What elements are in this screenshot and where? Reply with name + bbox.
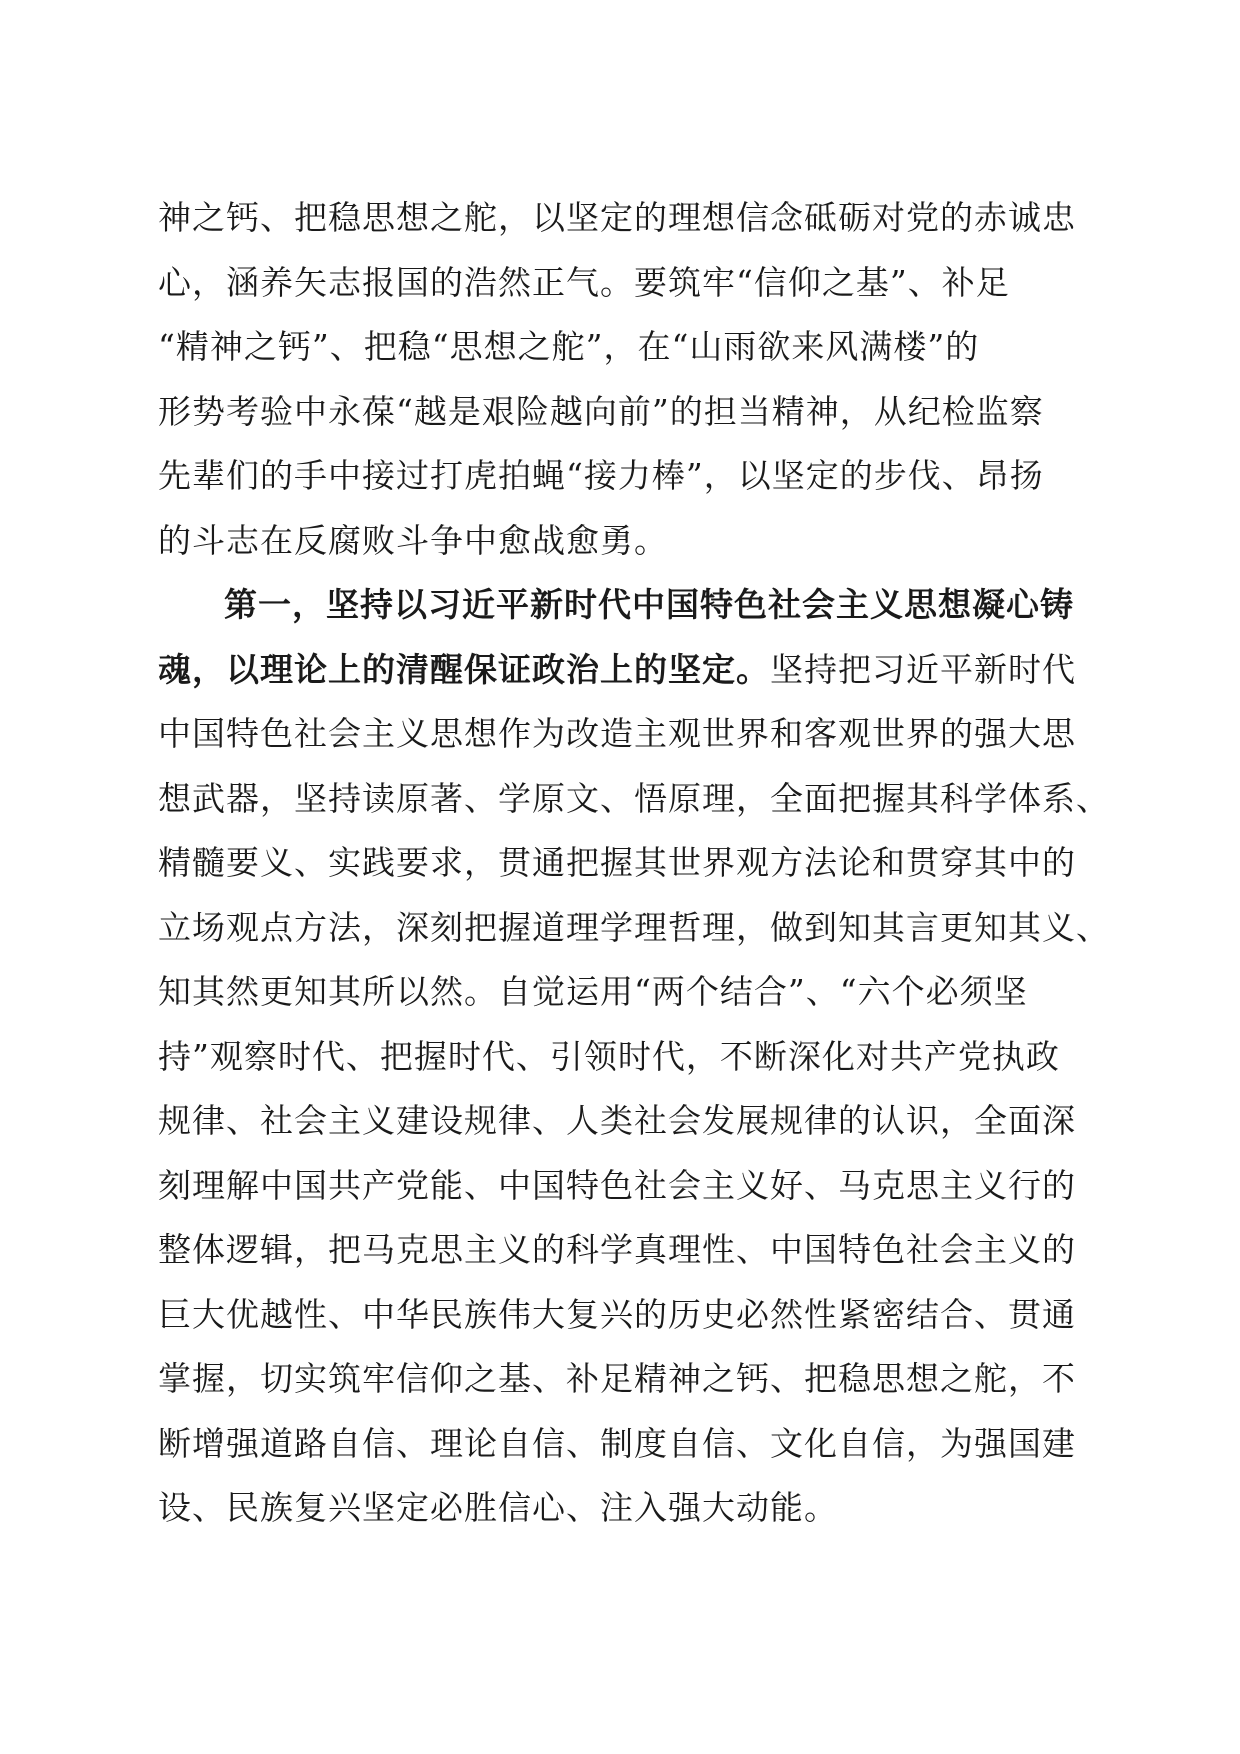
text-line: 持”观察时代、把握时代、引领时代，不断深化对共产党执政 — [158, 1036, 1060, 1076]
text-line: 刻理解中国共产党能、中国特色社会主义好、马克思主义行的 — [158, 1165, 1076, 1205]
text-line: 断增强道路自信、理论自信、制度自信、文化自信，为强国建 — [158, 1423, 1076, 1463]
text-line: 巨大优越性、中华民族伟大复兴的历史必然性紧密结合、贯通 — [158, 1294, 1076, 1334]
text-line: 立场观点方法，深刻把握道理学理哲理，做到知其言更知其义、 — [158, 907, 1110, 947]
text-line-rest: 坚持把习近平新时代 — [770, 649, 1076, 689]
text-line: 知其然更知其所以然。自觉运用“两个结合”、“六个必须坚 — [158, 972, 1028, 1011]
paragraph-1 — [158, 186, 1080, 573]
section-heading-line-1: 第一，坚持以习近平新时代中国特色社会主义思想凝心铸 — [224, 585, 1074, 624]
text-line: 神之钙、把稳思想之舵，以坚定的理想信念砥砺对党的赤诚忠 — [158, 198, 1076, 237]
text-line: 形势考验中永葆“越是艰险越向前”的担当精神，从纪检监察 — [158, 391, 1044, 431]
text-line — [158, 638, 1080, 703]
text-line: 想武器，坚持读原著、学原文、悟原理，全面把握其科学体系、 — [158, 778, 1110, 818]
text-line: “精神之钙”、把稳“思想之舵”，在“山雨欲来风满楼”的 — [158, 327, 980, 366]
text-line: 设、民族复兴坚定必胜信心、注入强大动能。 — [158, 1488, 838, 1527]
document-body — [158, 186, 1110, 1541]
text-line: 整体逻辑，把马克思主义的科学真理性、中国特色社会主义的 — [158, 1230, 1076, 1269]
text-line: 心，涵养矢志报国的浩然正气。要筑牢“信仰之基”、补足 — [158, 262, 1010, 302]
text-line: 规律、社会主义建设规律、人类社会发展规律的认识，全面深 — [158, 1101, 1076, 1140]
text-line: 掌握，切实筑牢信仰之基、补足精神之钙、把稳思想之舵，不 — [158, 1359, 1076, 1398]
text-line: 的斗志在反腐败斗争中愈战愈勇。 — [158, 520, 668, 560]
text-line: 精髓要义、实践要求，贯通把握其世界观方法论和贯穿其中的 — [158, 843, 1076, 882]
text-line: 先辈们的手中接过打虎拍蝇“接力棒”，以坚定的步伐、昂扬 — [158, 456, 1044, 495]
paragraph-2 — [158, 573, 1110, 1541]
text-line: 中国特色社会主义思想作为改造主观世界和客观世界的强大思 — [158, 714, 1076, 753]
section-heading-line-2: 魂，以理论上的清醒保证政治上的坚定。 — [158, 649, 770, 689]
